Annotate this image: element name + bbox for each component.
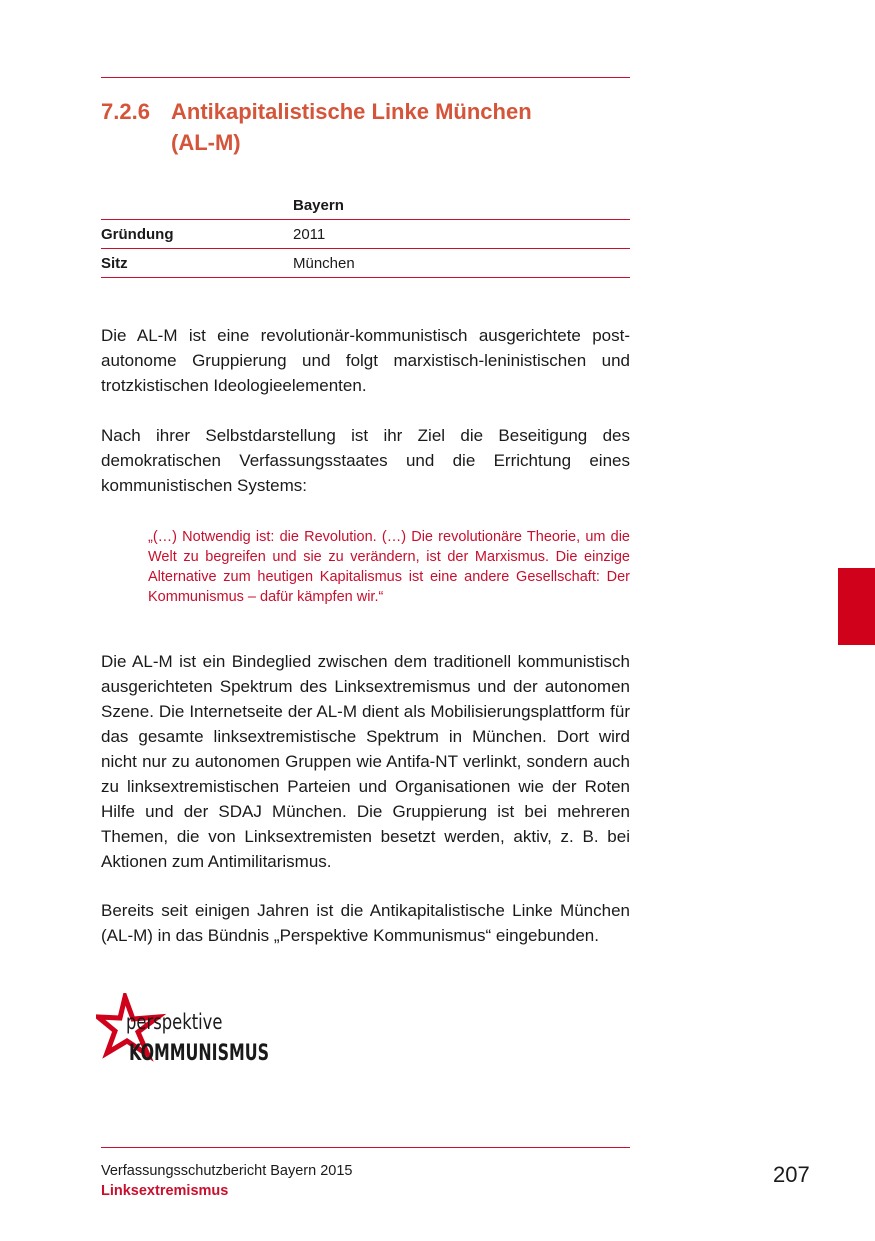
facts-value: München: [293, 255, 355, 272]
facts-header-row: [101, 195, 630, 220]
section-number: 7.2.6: [101, 99, 150, 124]
facts-row: [101, 249, 630, 278]
paragraph-role: Die AL-M ist ein Bindeglied zwischen dem traditionell kommunistisch ausgerichteten Spektrum des Linksextremismus und der autonomen Szene. Die Internetseite der AL-M dient als Mobilisierungsplattform für das gesamte linksextremistische Spektrum in München. Dort wird nicht nur zu autonomen Gruppen wie Antifa-NT verlinkt, sondern auch zu linksextremistischen Parteien und Organisationen wie der Roten Hilfe und der SDAJ München. Die Gruppierung ist bei mehreren Themen, die von Linksextremisten besetzt werden, aktiv, z. B. bei Aktionen zum Antimilitarismus.: [101, 652, 630, 871]
paragraph-alliance: Bereits seit einigen Jahren ist die Antikapitalistische Linke München (AL-M) in das Bündnis „Perspektive Kommunismus“ eingebunden.: [101, 901, 630, 945]
footer-title: Verfassungsschutzbericht Bayern 2015: [101, 1163, 353, 1179]
facts-label: Gründung: [101, 226, 174, 243]
logo-word-perspektive: perspektive: [126, 1010, 223, 1034]
section-title-line2: (AL-M): [171, 130, 241, 155]
facts-row: [101, 220, 630, 249]
facts-label: Sitz: [101, 255, 128, 272]
quote-block: „(…) Notwendig ist: die Revolution. (…) Die revolutionäre Theorie, um die Welt zu begreifen und sie zu verändern, ist der Marxismus. Die einzige Alternative zum heutigen Kapitalismus ist eine andere Gesellschaft: Der Kommunismus – dafür kämpfen wir.“: [148, 529, 630, 605]
facts-column-header: Bayern: [293, 197, 344, 214]
page-number: 207: [773, 1162, 810, 1187]
perspektive-kommunismus-logo: [96, 993, 270, 1077]
footer-section: Linksextremismus: [101, 1183, 229, 1199]
section-title-line1: Antikapitalistische Linke München: [171, 99, 532, 124]
paragraph-intro: Die AL-M ist eine revolutionär-kommunistisch ausgerichtete post-autonome Gruppierung und folgt marxistisch-leninistischen und trotzkistischen Ideologieelementen.: [101, 326, 630, 395]
logo-word-kommunismus: KOMMUNISMUS: [129, 1041, 270, 1066]
facts-table: [101, 195, 630, 278]
chapter-tab-marker: [838, 568, 875, 645]
bottom-rule: [101, 1147, 630, 1148]
facts-value: 2011: [293, 226, 326, 243]
top-rule: [101, 77, 630, 78]
paragraph-goal: Nach ihrer Selbstdarstellung ist ihr Ziel die Beseitigung des demokratischen Verfassungsstaates und die Errichtung eines kommunistischen Systems:: [101, 426, 630, 495]
